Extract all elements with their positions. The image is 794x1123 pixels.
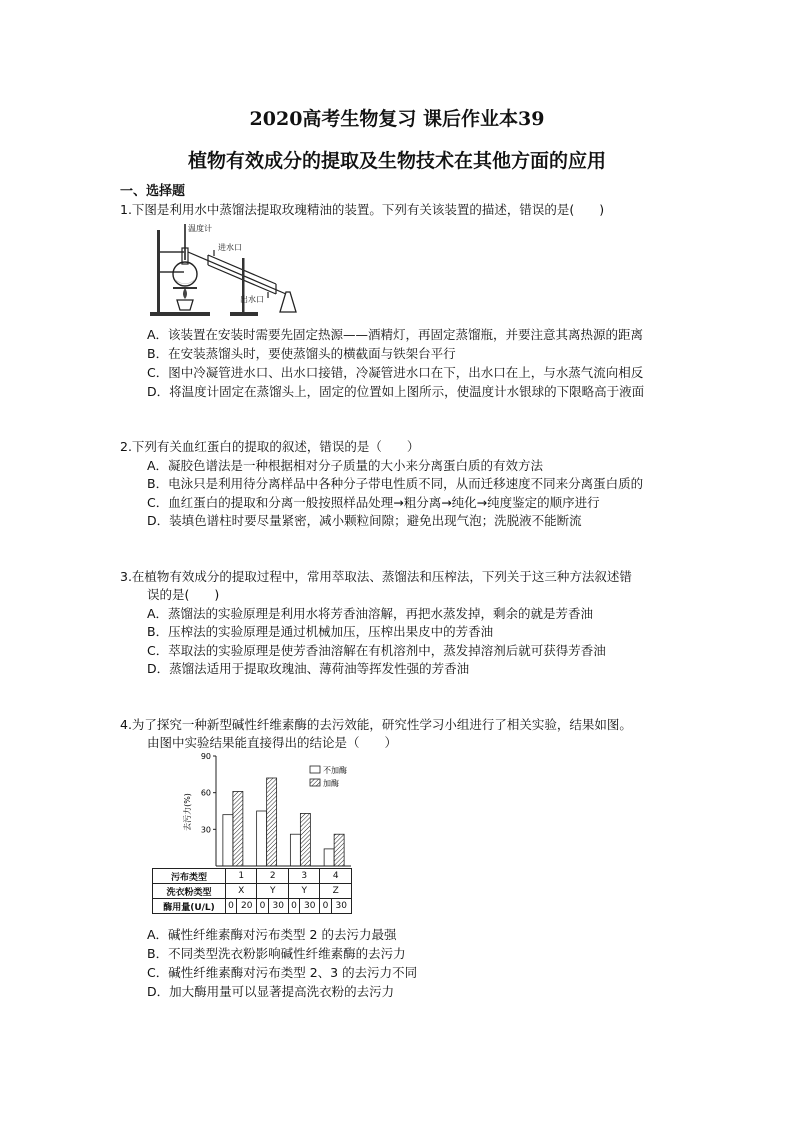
question-3-option-a: A．蒸馏法的实验原理是利用水将芳香油溶解，再把水蒸发掉，剩余的就是芳香油 (147, 606, 594, 621)
table-header-stain-type: 污布类型 (153, 869, 226, 884)
question-2-option-c: C．血红蛋白的提取和分离一般按照样品处理→粗分离→纯化→纯度鉴定的顺序进行 (147, 495, 600, 510)
y-tick-label: 30 (200, 825, 211, 835)
table-cell: 4 (320, 869, 352, 884)
question-3-option-d: D．蒸馏法适用于提取玫瑰油、薄荷油等挥发性强的芳香油 (147, 661, 470, 676)
table-cell: 3 (288, 869, 319, 884)
question-2-option-a: A．凝胶色谱法是一种根据相对分子质量的大小来分离蛋白质的有效方法 (147, 458, 544, 473)
table-row-detergent-type (153, 884, 352, 899)
water-outlet-label: 出水口 (240, 295, 264, 304)
table-cell: 30 (331, 899, 352, 914)
thermometer-label: 温度计 (188, 224, 212, 233)
bar-enzyme-2 (267, 778, 277, 866)
y-tick-label: 90 (200, 752, 211, 761)
question-2-option-d: D．装填色谱柱时要尽量紧密，减小颗粒间隙；避免出现气泡；洗脱液不能断流 (147, 513, 582, 528)
bar-no-enzyme-4 (324, 849, 334, 866)
bar-enzyme-1 (233, 791, 243, 866)
table-cell: 30 (300, 899, 320, 914)
bar-no-enzyme-2 (257, 811, 267, 866)
table-row-enzyme-dose (153, 899, 352, 914)
table-cell: Y (288, 884, 319, 899)
table-header-enzyme-dose: 酶用量(U/L) (153, 899, 226, 914)
question-1-option-c: C．图中冷凝管进水口、出水口接错，冷凝管进水口在下，出水口在上，与水蒸气流向相反 (147, 365, 644, 380)
table-cell: 0 (226, 899, 237, 914)
document-subtitle: 植物有效成分的提取及生物技术在其他方面的应用 (187, 150, 606, 172)
question-3-option-b: B．压榨法的实验原理是通过机械加压，压榨出果皮中的芳香油 (147, 624, 494, 639)
experiment-conditions-table (152, 868, 352, 914)
detergency-bar-chart (180, 752, 355, 869)
question-4-option-a: A．碱性纤维素酶对污布类型 2 的去污力最强 (147, 927, 397, 942)
table-cell: 2 (257, 869, 288, 884)
document-title: 2020高考生物复习 课后作业本39 (249, 108, 545, 130)
legend-swatch-no-enzyme (310, 766, 320, 773)
question-1-option-d: D．将温度计固定在蒸馏头上，固定的位置如上图所示，使温度计水银球的下限略高于液面 (147, 384, 645, 399)
bar-enzyme-3 (300, 813, 310, 866)
bar-enzyme-4 (334, 834, 344, 866)
table-cell: Y (257, 884, 288, 899)
table-cell: X (226, 884, 257, 899)
question-4-option-d: D．加大酶用量可以显著提高洗衣粉的去污力 (147, 984, 395, 999)
question-4-stem: 4.为了探究一种新型碱性纤维素酶的去污效能，研究性学习小组进行了相关实验，结果如图。 (120, 717, 632, 732)
table-cell: 0 (257, 899, 268, 914)
question-2-stem: 2.下列有关血红蛋白的提取的叙述，错误的是（ ） (120, 439, 420, 454)
question-1-option-b: B．在安装蒸馏头时，要使蒸馏头的横截面与铁架台平行 (147, 346, 456, 361)
question-1-option-a: A．该装置在安装时需要先固定热源——酒精灯，再固定蒸馏瓶，并要注意其离热源的距离 (147, 327, 644, 342)
section-heading: 一、选择题 (120, 184, 186, 199)
table-cell: 30 (268, 899, 288, 914)
table-cell: Z (320, 884, 352, 899)
table-cell: 1 (226, 869, 257, 884)
table-cell: 0 (320, 899, 331, 914)
question-2-option-b: B．电泳只是利用待分离样品中各种分子带电性质不同，从而迁移速度不同来分离蛋白质的 (147, 476, 644, 491)
bar-no-enzyme-1 (223, 815, 233, 866)
question-1-stem: 1.下图是利用水中蒸馏法提取玫瑰精油的装置。下列有关该装置的描述，错误的是( ) (120, 202, 605, 217)
y-axis-label: 去污力(%) (183, 793, 192, 831)
legend-label-enzyme: 加酶 (323, 779, 339, 788)
y-tick-label: 60 (200, 788, 211, 798)
table-cell: 20 (237, 899, 257, 914)
question-3-option-c: C．萃取法的实验原理是使芳香油溶解在有机溶剂中，蒸发掉溶剂后就可获得芳香油 (147, 643, 606, 658)
question-3-stem-continued: 误的是( ) (147, 587, 220, 602)
question-4-option-b: B．不同类型洗衣粉影响碱性纤维素酶的去污力 (147, 946, 406, 961)
legend-label-no-enzyme: 不加酶 (323, 766, 347, 775)
question-4-stem-continued: 由图中实验结果能直接得出的结论是（ ） (147, 735, 398, 750)
water-inlet-label: 进水口 (218, 243, 242, 252)
question-4-option-c: C．碱性纤维素酶对污布类型 2、3 的去污力不同 (147, 965, 418, 980)
table-header-detergent-type: 洗衣粉类型 (153, 884, 226, 899)
distillation-apparatus-figure (148, 222, 308, 322)
table-cell: 0 (288, 899, 299, 914)
table-row-stain-type (153, 869, 352, 884)
legend-swatch-enzyme (310, 779, 320, 786)
question-3-stem: 3.在植物有效成分的提取过程中，常用萃取法、蒸馏法和压榨法，下列关于这三种方法叙述错 (120, 569, 632, 584)
bar-no-enzyme-3 (290, 834, 300, 866)
